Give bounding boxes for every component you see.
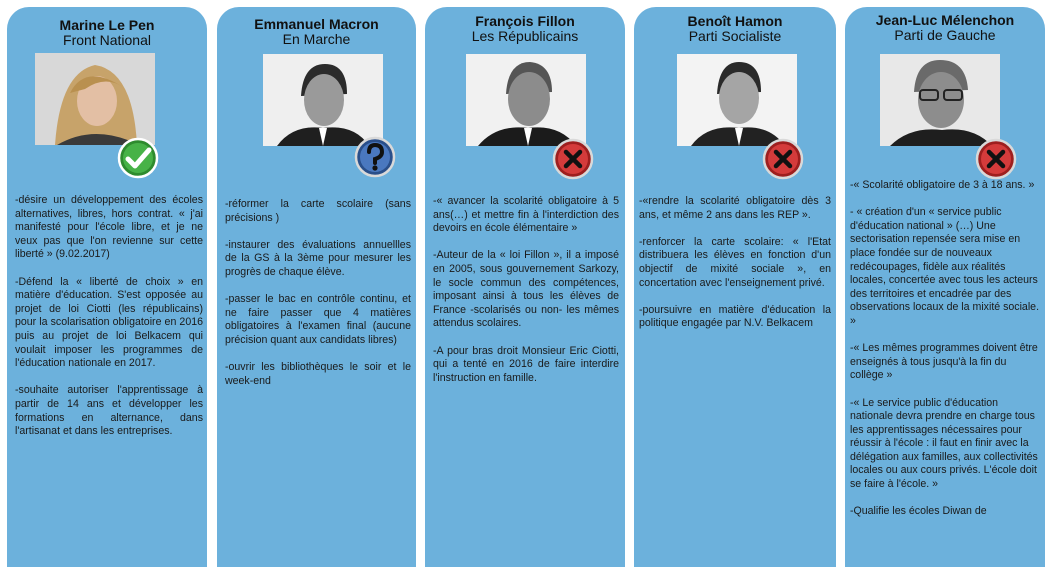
candidate-photo — [880, 54, 1000, 146]
candidate-name: Jean-Luc Mélenchon — [875, 12, 1015, 28]
candidate-program — [639, 195, 831, 345]
program-point: -« avancer la scolarité obligatoire à 5 ans(…) et mettre fin à l'interdiction des devoirs en école élémentaire » — [433, 195, 619, 235]
program-point: -réformer la carte scolaire (sans précisions ) — [225, 198, 411, 224]
cross-icon — [975, 138, 1017, 180]
program-point: -« Le service public d'éducation nationale devra prendre en charge tous les apprentissages nécessaires pour réussir à l'école : il faut en finir avec la délégation aux familles, aux collectivités locales ou aux cours privés. L'école doit se faire à l'école. » — [850, 396, 1038, 491]
program-point: -poursuivre en matière d'éducation la politique engagée par N.V. Belkacem — [639, 303, 831, 330]
program-point: -renforcer la carte scolaire: « l'Etat distribuera les élèves en fonction d'un objectif de mixité sociale », en concertation avec l'enseignement privé. — [639, 235, 831, 289]
candidate-program — [15, 194, 203, 452]
check-icon — [117, 137, 159, 179]
program-point: -« Scolarité obligatoire de 3 à 18 ans. » — [850, 179, 1035, 191]
candidate-card-le-pen — [7, 7, 207, 567]
candidate-card-hamon — [634, 7, 836, 567]
candidate-name: Emmanuel Macron — [254, 16, 379, 32]
candidate-party: Parti Socialiste — [688, 28, 782, 44]
candidate-photo — [466, 54, 586, 146]
program-point: -«rendre la scolarité obligatoire dès 3 ans, et même 2 ans dans les REP ». — [639, 195, 831, 221]
candidate-photo — [35, 53, 155, 145]
candidate-photo — [677, 54, 797, 146]
program-point: -ouvrir les bibliothèques le soir et le week-end — [225, 361, 411, 387]
cross-icon — [762, 138, 804, 180]
candidate-program — [433, 195, 619, 399]
candidate-name: Benoît Hamon — [687, 13, 783, 29]
program-point: - « création d'un « service public d'éducation national » (…) Une sectorisation repensée sera mise en place fondée sur de nouveaux redécoupages, fidèle aux réalités locales, concertée avec tous les acteurs des territoires et encadrée par des observations locaux de la mixité sociale. » — [850, 206, 1040, 327]
candidate-name: Marine Le Pen — [59, 17, 155, 33]
candidate-party: En Marche — [282, 31, 351, 47]
cross-icon — [552, 138, 594, 180]
candidate-program — [225, 198, 411, 402]
candidate-name: François Fillon — [475, 13, 575, 29]
program-point: -passer le bac en contrôle continu, et ne faire passer que 4 matières obligatoires à l'examen final (aucune précision quant aux candidats libres) — [225, 293, 411, 346]
program-point: -instaurer des évaluations annuellles de la GS à la 3ème pour mesurer les progrès de chaque élève. — [225, 238, 411, 278]
candidate-photo — [263, 54, 383, 146]
program-point: -souhaite autoriser l'apprentissage à partir de 14 ans et développer les formations en alternance, dans l'artisanat et dans les entreprises. — [15, 384, 203, 438]
candidate-party: Parti de Gauche — [894, 27, 996, 43]
program-point: -désire un développement des écoles alternatives, libres, hors contrat. « j'ai manifesté pour l'école libre, et je ne veux pas que l'on revienne sur cette liberté » (9.02.2017) — [15, 194, 203, 261]
program-point: -Qualifie les écoles Diwan de — [850, 505, 987, 518]
candidate-party: Les Républicains — [471, 28, 579, 44]
candidate-card-melenchon — [845, 7, 1045, 567]
candidate-party: Front National — [63, 32, 151, 48]
program-point: -Défend la « liberté de choix » en matière d'éducation. S'est opposée au projet de loi Ciotti (les républicains) pour la scolarisation obligatoire en 2016 puis au projet de loi Belkacem qui voulait imposer les programmes de l'éducation nationale en 2017. — [15, 275, 203, 370]
program-point: -Auteur de la « loi Fillon », il a imposé en 2005, sous gouvernement Sarkozy, le socle commun des compétences, imposant ainsi à tous les élèves de France -scolarisés ou non- les mêmes attendus scolaires. — [433, 249, 619, 330]
candidate-program — [850, 179, 1040, 532]
program-point: -« Les mêmes programmes doivent être enseignés à tous jusqu'à la fin du collège » — [850, 342, 1038, 382]
question-icon — [354, 136, 396, 178]
candidate-card-fillon — [425, 7, 625, 567]
program-point: -A pour bras droit Monsieur Eric Ciotti, qui a tenté en 2016 de faire interdire l'instruction en famille. — [433, 344, 619, 384]
candidate-card-macron — [217, 7, 416, 567]
